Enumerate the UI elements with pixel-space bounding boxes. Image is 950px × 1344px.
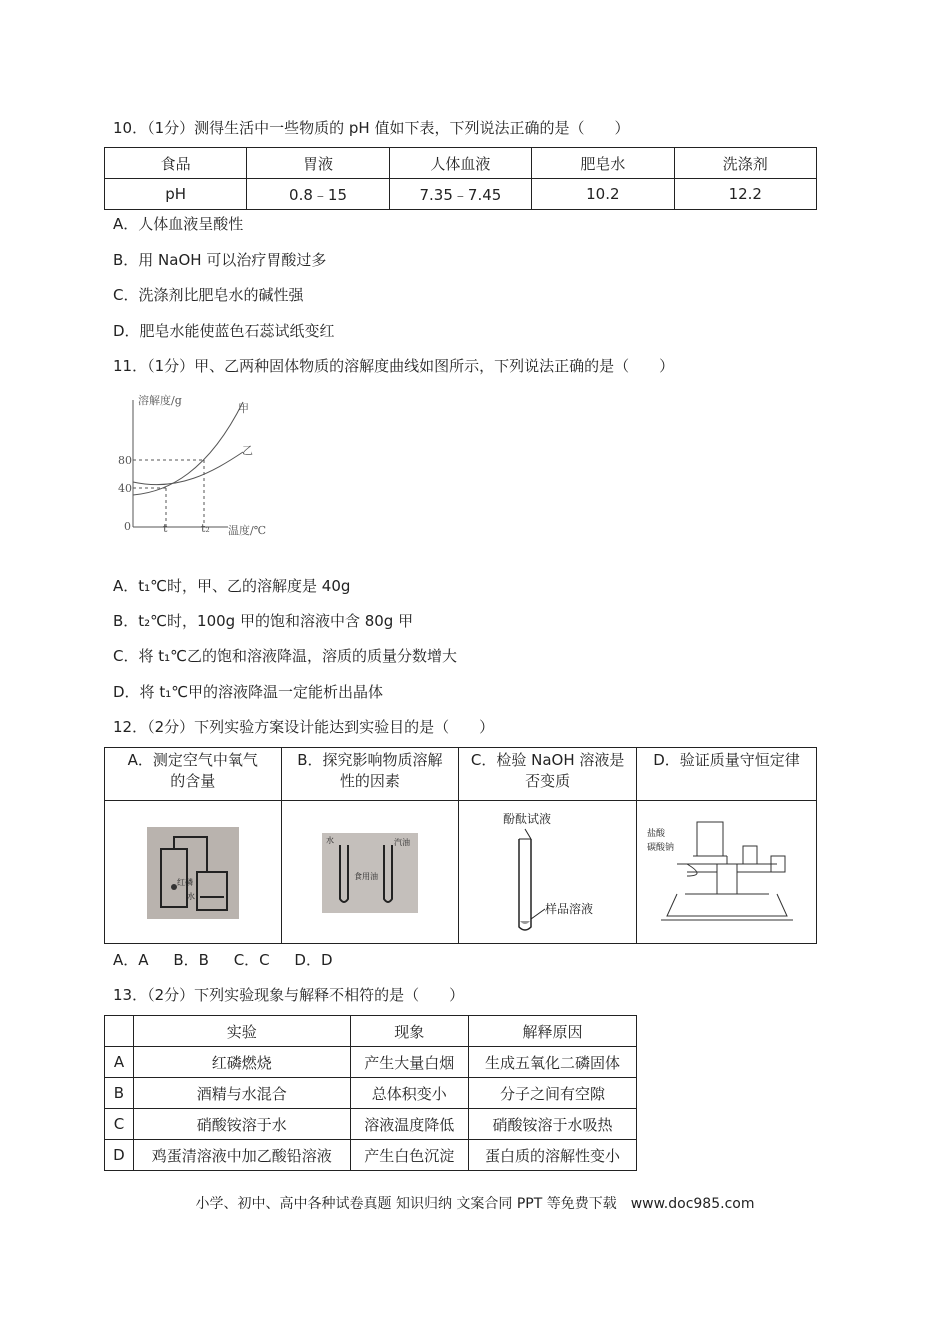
cell-line: 的含量 (170, 772, 216, 790)
curve-yi (133, 452, 243, 485)
tick-t1: t (163, 522, 168, 535)
q12-table (104, 747, 817, 944)
table-cell: 鸡蛋清溶液中加乙酸铅溶液 (133, 1140, 350, 1171)
table-row (105, 748, 817, 801)
table-header-cell (105, 1016, 134, 1047)
figure-cell-c (459, 801, 637, 944)
table-row (105, 801, 817, 944)
table-cell: 0.8﹣15 (247, 179, 389, 210)
fig-b-label-1: 水 (325, 836, 334, 845)
q10-table (104, 147, 817, 210)
balance-figure (647, 816, 807, 931)
q10-option-c: C．洗涤剂比肥皂水的碱性强 (113, 286, 304, 304)
table-cell: A (105, 1047, 134, 1078)
label-jia: 甲 (238, 402, 249, 415)
graph-ylabel: 溶解度/g (138, 394, 182, 407)
q10-stem: 10．（1分）测得生活中一些物质的 pH 值如下表，下列说法正确的是（ ） (113, 119, 630, 137)
q10-option-a: A．人体血液呈酸性 (113, 215, 244, 233)
curve-jia (133, 402, 243, 495)
table-row (105, 148, 817, 179)
page-footer: 小学、初中、高中各种试卷真题 知识归纳 文案合同 PPT 等免费下载 www.doc985.com (195, 1196, 755, 1212)
fig-a-label: 水 (186, 892, 195, 901)
cell-line: 性的因素 (339, 772, 400, 790)
table-header-cell: 人体血液 (389, 148, 531, 179)
q10-option-b: B．用 NaOH 可以治疗胃酸过多 (113, 251, 327, 269)
tick-80: 80 (118, 454, 132, 467)
table-header-cell: 实验 (133, 1016, 350, 1047)
table-header-cell: 现象 (350, 1016, 468, 1047)
q11-option-b: B．t₂℃时，100g 甲的饱和溶液中含 80g 甲 (113, 612, 414, 630)
label-yi: 乙 (242, 444, 253, 457)
table-header-cell: 解释原因 (468, 1016, 636, 1047)
fig-d-label-1: 盐酸 (646, 828, 665, 839)
tick-origin: 0 (124, 520, 131, 533)
option-cell-c (459, 748, 637, 801)
table-cell: 溶液温度降低 (350, 1109, 468, 1140)
fig-b-label-3: 食用油 (353, 872, 378, 881)
fig-c-top: 酚酞试液 (502, 812, 551, 826)
table-cell: 分子之间有空隙 (468, 1078, 636, 1109)
fig-b-label-2: 汽油 (393, 838, 410, 847)
tick-t2: t₂ (201, 522, 210, 535)
option-cell-d (637, 748, 817, 801)
table-row (105, 1109, 637, 1140)
table-row (105, 1047, 637, 1078)
answer-option-d: D．D (294, 951, 333, 969)
table-cell: B (105, 1078, 134, 1109)
q13-stem: 13．（2分）下列实验现象与解释不相符的是（ ） (113, 986, 465, 1004)
q12-answer-options (113, 949, 333, 970)
table-cell: 12.2 (674, 179, 816, 210)
table-cell: 生成五氧化二磷固体 (468, 1047, 636, 1078)
answer-option-a: A．A (113, 951, 149, 969)
cell-line: B．探究影响物质溶解 (297, 751, 443, 769)
table-cell: 10.2 (532, 179, 674, 210)
table-cell: 7.35﹣7.45 (389, 179, 531, 210)
table-cell: pH (105, 179, 247, 210)
q13-table (104, 1015, 637, 1171)
table-header-cell: 洗涤剂 (674, 148, 816, 179)
cell-line: A．测定空气中氧气 (127, 751, 258, 769)
table-cell: 产生大量白烟 (350, 1047, 468, 1078)
fig-c-bottom: 样品溶液 (544, 902, 593, 916)
solubility-graph (118, 392, 278, 542)
q11-option-d: D．将 t₁℃甲的溶液降温一定能析出晶体 (113, 683, 384, 701)
table-cell: D (105, 1140, 134, 1171)
figure-cell-d (637, 801, 817, 944)
table-cell: C (105, 1109, 134, 1140)
q11-option-c: C．将 t₁℃乙的饱和溶液降温，溶质的质量分数增大 (113, 647, 457, 665)
oxygen-apparatus-figure (147, 827, 239, 919)
option-cell-b (281, 748, 459, 801)
q10-option-d: D．肥皂水能使蓝色石蕊试纸变红 (113, 322, 335, 340)
q11-option-a: A．t₁℃时，甲、乙的溶解度是 40g (113, 577, 351, 595)
fig-a-label2: 红磷 (176, 878, 193, 887)
table-row (105, 179, 817, 210)
tick-40: 40 (118, 482, 132, 495)
table-cell: 硝酸铵溶于水吸热 (468, 1109, 636, 1140)
table-cell: 硝酸铵溶于水 (133, 1109, 350, 1140)
table-row (105, 1078, 637, 1109)
table-cell: 产生白色沉淀 (350, 1140, 468, 1171)
cell-line: D．验证质量守恒定律 (653, 751, 800, 769)
option-cell-a (105, 748, 282, 801)
cell-line: C．检验 NaOH 溶液是 (470, 751, 625, 769)
table-header-cell: 胃液 (247, 148, 389, 179)
table-row (105, 1140, 637, 1171)
q11-stem: 11．（1分）甲、乙两种固体物质的溶解度曲线如图所示，下列说法正确的是（ ） (113, 357, 675, 375)
figure-cell-a (105, 801, 282, 944)
graph-xlabel: 温度/℃ (228, 524, 267, 537)
answer-option-c: C．C (233, 951, 270, 969)
test-tube-figure (473, 809, 623, 937)
table-row (105, 1016, 637, 1047)
table-header-cell: 肥皂水 (532, 148, 674, 179)
table-cell: 酒精与水混合 (133, 1078, 350, 1109)
answer-option-b: B．B (173, 951, 209, 969)
cell-line: 否变质 (525, 772, 571, 790)
fig-d-label-2: 碳酸钠 (646, 842, 674, 853)
table-cell: 红磷燃烧 (133, 1047, 350, 1078)
table-cell: 蛋白质的溶解性变小 (468, 1140, 636, 1171)
q12-stem: 12．（2分）下列实验方案设计能达到实验目的是（ ） (113, 718, 495, 736)
table-header-cell: 食品 (105, 148, 247, 179)
figure-cell-b (281, 801, 459, 944)
table-cell: 总体积变小 (350, 1078, 468, 1109)
solubility-test-figure (322, 833, 418, 913)
